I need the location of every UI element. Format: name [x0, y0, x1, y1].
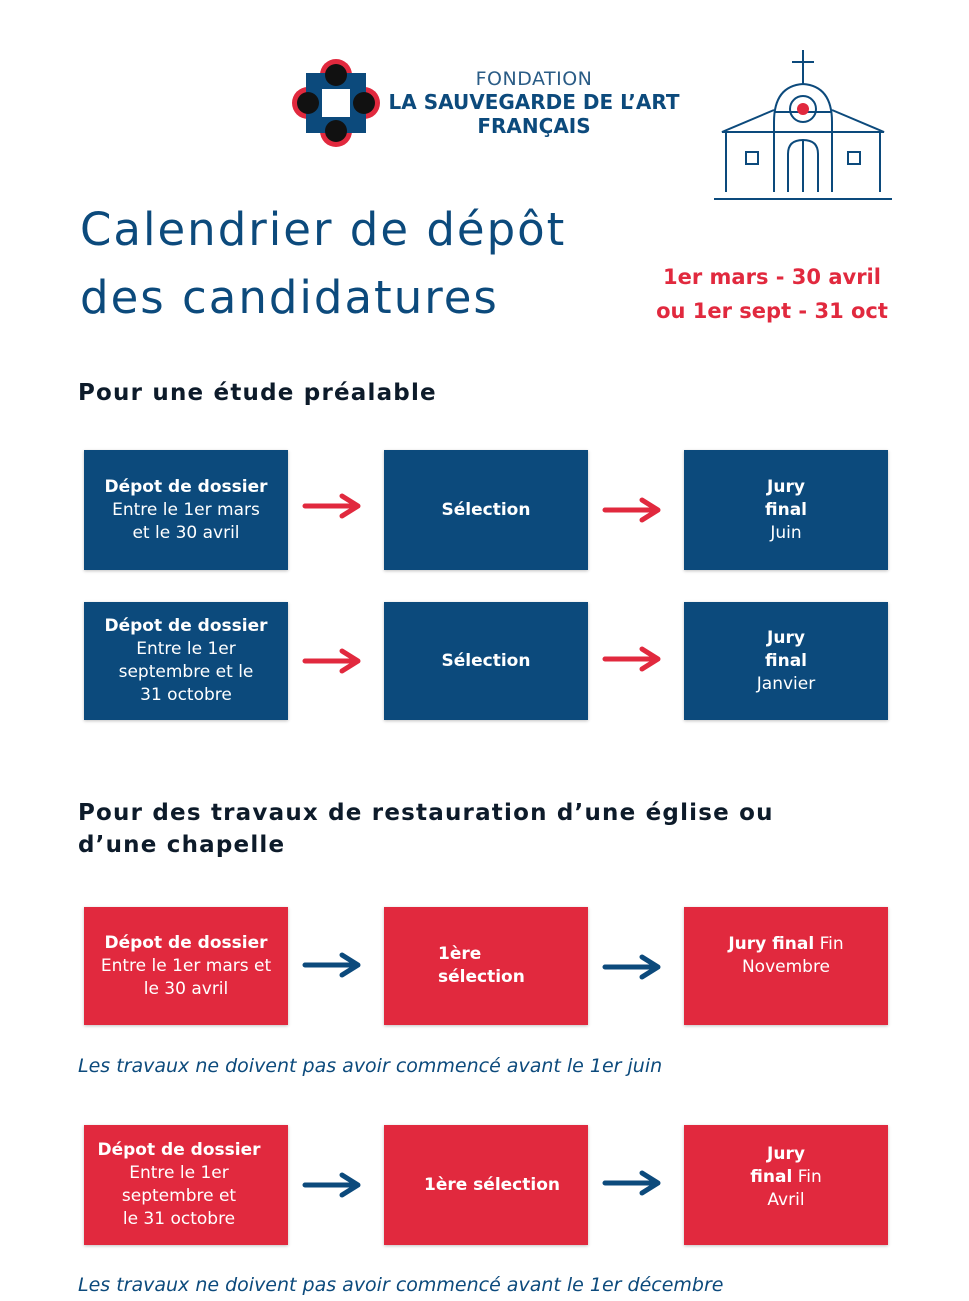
- step-jury-title: final: [764, 650, 807, 671]
- step-selection-title: 1ère sélection: [423, 1174, 560, 1195]
- step-depot-line: le 30 avril: [143, 978, 229, 999]
- step-depot-line: Entre le 1er mars: [112, 499, 260, 520]
- step-selection-title: sélection: [438, 967, 525, 987]
- step-depot-box: [84, 602, 288, 720]
- step-jury-title: final: [750, 1167, 793, 1187]
- section-title-etude: Pour une étude préalable: [78, 380, 437, 406]
- step-depot-line: le 31 octobre: [122, 1209, 236, 1229]
- arrow-right-icon: [602, 953, 664, 981]
- arrow-right-icon: [602, 496, 664, 524]
- step-jury-box: [684, 602, 888, 720]
- dates-line-2: ou 1er sept - 31 oct: [656, 299, 888, 323]
- step-depot-line: septembre et le: [118, 662, 254, 682]
- step-jury-title: Jury: [767, 627, 805, 648]
- step-jury-detail: Janvier: [756, 673, 816, 694]
- logo-line-fondation: FONDATION: [475, 68, 593, 90]
- step-selection-box: [384, 907, 588, 1025]
- application-dates: [640, 260, 904, 328]
- arrow-right-icon: [302, 951, 364, 979]
- step-depot-title: Dépot de dossier: [104, 932, 268, 953]
- step-jury-title: Jury: [767, 476, 805, 497]
- step-depot-box: [84, 1125, 288, 1245]
- section-title-travaux-line-2: d’une chapelle: [78, 832, 286, 858]
- step-jury-title: Jury: [767, 1144, 805, 1164]
- note-travaux-decembre: Les travaux ne doivent pas avoir commencé avant le 1er décembre: [78, 1274, 724, 1296]
- arrow-right-icon: [602, 1169, 664, 1197]
- step-depot-line: Entre le 1er: [129, 1163, 229, 1183]
- page-title: [80, 196, 640, 332]
- step-depot-line: septembre et: [121, 1186, 237, 1206]
- church-icon: [712, 46, 894, 202]
- step-selection-box: [384, 602, 588, 720]
- step-jury-heading: [750, 1166, 821, 1189]
- step-depot-title: Dépot de dossier: [104, 476, 268, 497]
- step-jury-title: final: [764, 499, 807, 520]
- step-jury-heading: [728, 933, 843, 956]
- dates-line-1: 1er mars - 30 avril: [663, 265, 881, 289]
- page-title-line-1: Calendrier de dépôt: [80, 203, 567, 256]
- step-depot-text: [84, 1139, 274, 1231]
- fondation-logo-text: [384, 68, 684, 138]
- step-jury-detail: Novembre: [741, 957, 831, 977]
- step-selection-box: [384, 450, 588, 570]
- section-title-travaux-line-1: Pour des travaux de restauration d’une église ou: [78, 800, 774, 826]
- step-depot-title: Dépot de dossier: [97, 1140, 261, 1160]
- step-jury-detail-inline: Fin: [797, 1167, 822, 1187]
- arrow-right-icon: [302, 1171, 364, 1199]
- logo-line-francais: FRANÇAIS: [477, 114, 591, 138]
- step-selection-title: Sélection: [441, 499, 531, 520]
- arrow-right-icon: [302, 492, 364, 520]
- arrow-right-icon: [302, 647, 364, 675]
- step-jury-title: Jury final: [728, 934, 815, 954]
- step-depot-line: et le 30 avril: [132, 522, 240, 543]
- step-depot-line: Entre le 1er mars et: [100, 955, 272, 976]
- step-depot-title: Dépot de dossier: [104, 616, 268, 636]
- step-depot-line: Entre le 1er: [136, 639, 236, 659]
- step-jury-box: [684, 907, 888, 1025]
- step-jury-detail-inline: Fin: [819, 934, 844, 954]
- step-depot-box: [84, 907, 288, 1025]
- step-depot-box: [84, 450, 288, 570]
- step-selection-box: [384, 1125, 588, 1245]
- section-title-travaux: [78, 797, 774, 861]
- step-jury-detail: Avril: [767, 1190, 805, 1210]
- logo-line-sauvegarde: LA SAUVEGARDE DE L’ART: [388, 90, 680, 114]
- step-selection-title: Sélection: [441, 650, 531, 671]
- step-depot-line: 31 octobre: [140, 685, 232, 705]
- arrow-right-icon: [602, 645, 664, 673]
- note-travaux-juin: Les travaux ne doivent pas avoir commencé avant le 1er juin: [78, 1055, 663, 1077]
- step-jury-box: [684, 1125, 888, 1245]
- page-title-line-2: des candidatures: [80, 271, 499, 324]
- step-selection-title: 1ère: [438, 944, 482, 964]
- fondation-logo-icon: [288, 55, 384, 151]
- step-jury-detail: Juin: [770, 522, 802, 543]
- step-jury-box: [684, 450, 888, 570]
